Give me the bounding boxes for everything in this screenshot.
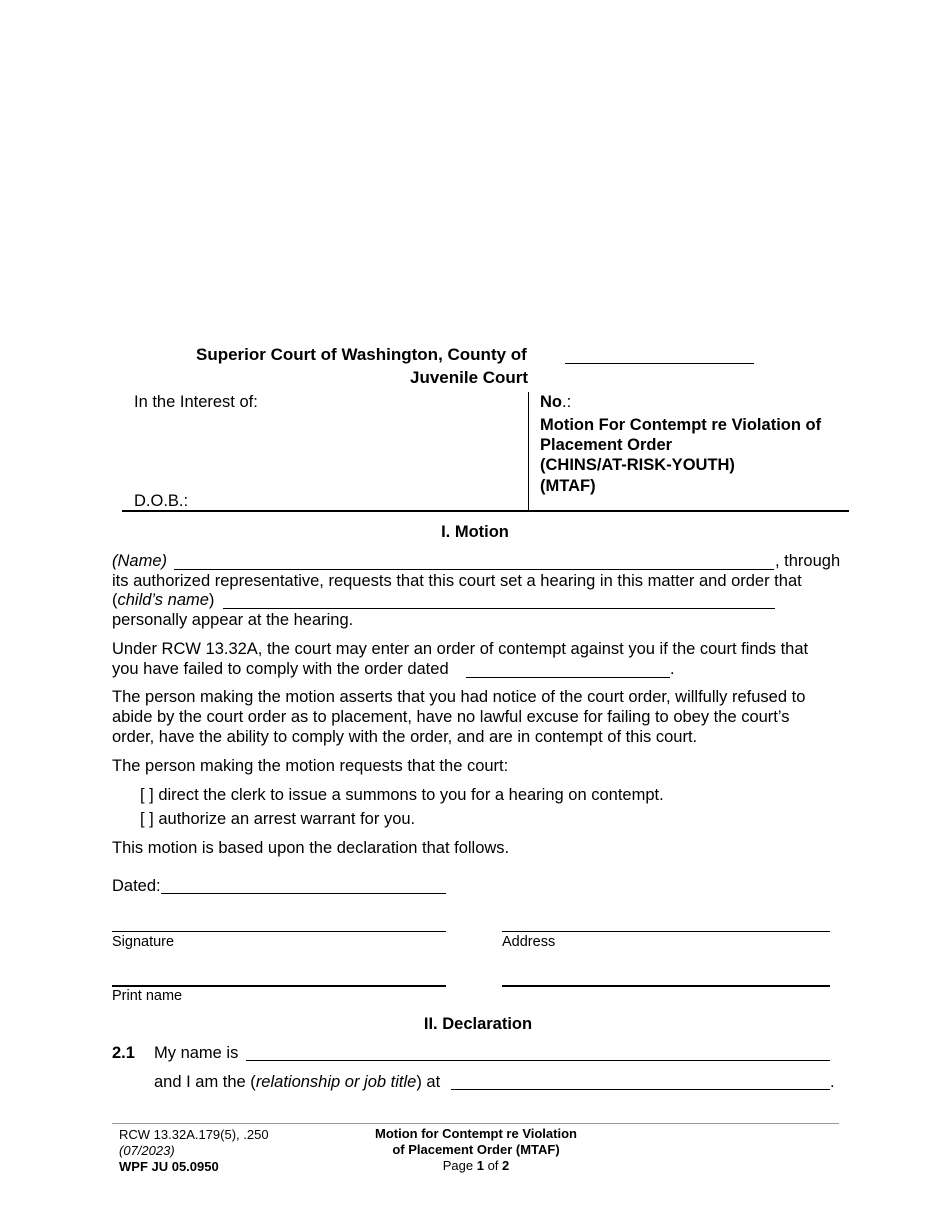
print-name-label: Print name xyxy=(112,988,183,1004)
relationship-period: . xyxy=(830,1073,835,1091)
dated-label: Dated: xyxy=(112,877,161,895)
relationship-label: and I am the (relationship or job title) at xyxy=(154,1073,441,1091)
relationship-blank[interactable] xyxy=(451,1089,830,1090)
summons-checkbox[interactable]: [ ] direct the clerk to issue a summons to you for a hearing on contempt. xyxy=(140,786,664,804)
para2-line2: you have failed to comply with the order dated xyxy=(112,660,449,678)
footer-rcw: RCW 13.32A.179(5), .250 xyxy=(119,1127,269,1142)
para4: The person making the motion requests that the court: xyxy=(112,757,509,775)
footer-date: (07/2023) xyxy=(119,1143,175,1158)
caption-title-line1: Motion For Contempt re Violation of xyxy=(540,416,822,434)
footer-title-line2: of Placement Order (MTAF) xyxy=(392,1142,560,1157)
address-label: Address xyxy=(502,934,556,950)
section-2-heading: II. Declaration xyxy=(423,1015,533,1033)
court-division: Juvenile Court xyxy=(410,368,529,387)
signature-label: Signature xyxy=(112,934,175,950)
para5: This motion is based upon the declaration that follows. xyxy=(112,839,510,857)
caption-title-line2: Placement Order xyxy=(540,436,673,454)
address-blank-2[interactable] xyxy=(502,985,830,987)
caption-title-line4: (MTAF) xyxy=(540,477,596,495)
para3-line2: abide by the court order as to placement, have no lawful excuse for failing to obey the court’s xyxy=(112,708,790,726)
dob-label: D.O.B.: xyxy=(134,492,189,510)
caption-title-line3: (CHINS/AT-RISK-YOUTH) xyxy=(540,456,735,474)
signature-blank[interactable] xyxy=(112,931,446,932)
para3-line1: The person making the motion asserts that you had notice of the court order, willfully refused to xyxy=(112,688,806,706)
section-1-heading: I. Motion xyxy=(441,523,509,541)
arrest-warrant-checkbox[interactable]: [ ] authorize an arrest warrant for you. xyxy=(140,810,416,828)
caption-bottom-rule xyxy=(122,510,849,512)
item-number: 2.1 xyxy=(112,1044,135,1062)
court-name: Superior Court of Washington, County of xyxy=(196,345,527,364)
county-blank[interactable] xyxy=(565,363,754,364)
footer-form-id: WPF JU 05.0950 xyxy=(119,1159,219,1174)
para2-period: . xyxy=(670,660,675,678)
through-text: , through xyxy=(775,552,841,570)
interest-label: In the Interest of: xyxy=(134,393,258,411)
address-blank[interactable] xyxy=(502,931,830,932)
print-name-blank[interactable] xyxy=(112,985,446,987)
caption-divider xyxy=(528,392,529,510)
para1-line4: personally appear at the hearing. xyxy=(112,611,354,629)
order-date-blank[interactable] xyxy=(466,677,670,678)
para3-line3: order, have the ability to comply with the order, and are in contempt of this court. xyxy=(112,728,698,746)
footer-page-number: Page 1 of 2 xyxy=(442,1158,510,1173)
footer-title-line1: Motion for Contempt re Violation xyxy=(375,1126,577,1141)
footer-rule xyxy=(112,1123,839,1124)
child-name-label: (child’s name) xyxy=(112,591,215,609)
para2-line1: Under RCW 13.32A, the court may enter an order of contempt against you if the court finds that xyxy=(112,640,809,658)
case-number-label: No.: xyxy=(540,393,572,411)
child-name-blank[interactable] xyxy=(223,608,775,609)
name-label: (Name) xyxy=(112,552,168,570)
name-blank[interactable] xyxy=(174,569,774,570)
declarant-name-blank[interactable] xyxy=(246,1060,830,1061)
dated-blank[interactable] xyxy=(161,893,446,894)
my-name-label: My name is xyxy=(154,1044,239,1062)
para1-line2: its authorized representative, requests that this court set a hearing in this matter and order that xyxy=(112,572,802,590)
